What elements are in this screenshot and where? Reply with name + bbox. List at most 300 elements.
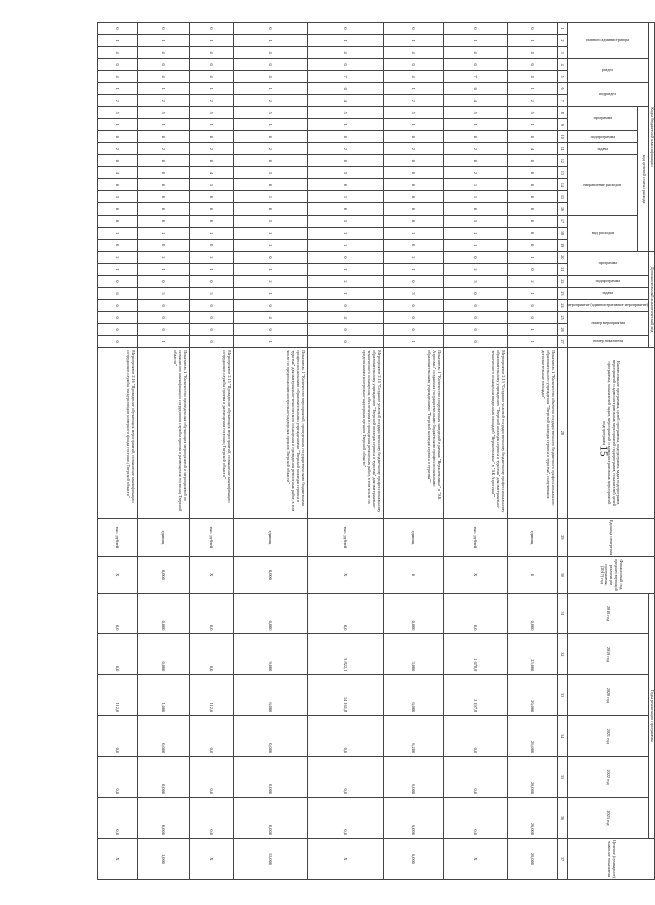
code-cell: 0 — [383, 275, 443, 287]
code-cell: 2 — [137, 251, 189, 263]
year-value-cell: 6,200 — [383, 716, 443, 757]
code-cell: 0 — [233, 300, 307, 312]
code-cell: 4 — [507, 71, 557, 83]
code-cell: 0 — [189, 215, 233, 227]
column-index: 36 — [557, 798, 567, 839]
code-cell: 1 — [137, 35, 189, 47]
year-value-cell: 0,000 — [383, 593, 443, 634]
code-cell: 0 — [443, 83, 507, 95]
col-event-number-label: номер мероприятия — [591, 320, 625, 326]
column-index: 23 — [557, 288, 567, 300]
unit-header: Единица измерения — [567, 518, 654, 557]
column-index: 5 — [557, 71, 567, 83]
code-cell: 0 — [189, 131, 233, 143]
year-value-cell: 112,0 — [97, 675, 137, 716]
code-cell: 0 — [97, 23, 137, 35]
code-cell: 4 — [233, 71, 307, 83]
code-cell: 2 — [383, 143, 443, 155]
code-cell: 0 — [189, 275, 233, 287]
code-cell: 0 — [307, 203, 383, 215]
code-cell: 0 — [97, 179, 137, 191]
table-row — [233, 23, 307, 880]
year-value-cell: 0,000 — [233, 757, 307, 798]
column-index: 7 — [557, 95, 567, 107]
code-cell: 1 — [507, 83, 557, 95]
code-cell: 5 — [507, 107, 557, 119]
code-cell: 2 — [97, 251, 137, 263]
code-cell: 1 — [233, 263, 307, 275]
column-index: 10 — [557, 131, 567, 143]
target-value-cell: Х — [307, 838, 383, 879]
code-cell: 1 — [307, 263, 383, 275]
col-indicator-header — [567, 336, 649, 348]
column-index: 1 — [557, 23, 567, 35]
code-cell: 0 — [383, 300, 443, 312]
year-value-cell: 0,0 — [97, 634, 137, 675]
code-cell: 4 — [137, 47, 189, 59]
code-cell: 0 — [97, 300, 137, 312]
code-cell: 1 — [97, 227, 137, 239]
code-cell: 0 — [383, 203, 443, 215]
year-value-cell: 26,000 — [507, 757, 557, 798]
code-cell: 0 — [383, 59, 443, 71]
code-cell: 2 — [507, 95, 557, 107]
code-cell: 2 — [383, 251, 443, 263]
name-cell: Показатель 1 "Количество мероприятий, проведенных государственными бюджетными профессиональными образовательными учреждениями "Тверской колледж сервиса и туризма" для материально-технического оснащения и проведения ремонтных работ, в том числе по предписаниям контрольно-надзорных органов Тверской области" — [233, 348, 307, 518]
code-cell: 2 — [443, 167, 507, 179]
code-cell: 5 — [97, 107, 137, 119]
name-cell: Показатель 1 "Количество сооруженных заведений в рамках "Верхневолжье" в "АК Аэроплан" созданных государственными бюджетными профессиональными образовательными учреждениями "Тверской колледж сервиса и туризма"" — [383, 348, 443, 518]
subprogram-header — [567, 131, 638, 143]
main-admin-header — [567, 23, 649, 59]
column-index: 29 — [557, 518, 567, 557]
code-cell: 4 — [97, 71, 137, 83]
fin-year-cell: 0 — [383, 557, 443, 593]
code-cell: 0 — [233, 251, 307, 263]
year-value-cell: 1,000 — [137, 675, 189, 716]
year-value-cell: 6,000 — [233, 675, 307, 716]
code-cell: 1 — [233, 191, 307, 203]
code-cell: 0 — [443, 288, 507, 300]
code-cell: 1 — [443, 239, 507, 251]
code-cell: 4 — [443, 47, 507, 59]
code-cell: 3 — [443, 275, 507, 287]
code-cell: 0 — [137, 131, 189, 143]
year-value-cell: 0,000 — [137, 593, 189, 634]
code-cell: 5 — [189, 107, 233, 119]
year-value-cell: 112,0 — [189, 675, 233, 716]
code-cell: 1 — [307, 119, 383, 131]
code-cell: 7 — [307, 71, 383, 83]
main-admin-label: главного администратора — [586, 37, 630, 43]
code-cell: 1 — [507, 251, 557, 263]
code-cell: 2 — [137, 143, 189, 155]
code-cell: 0 — [307, 83, 383, 95]
year-value-cell: 0,0 — [189, 634, 233, 675]
code-cell: 1 — [383, 119, 443, 131]
code-cell: 5 — [97, 191, 137, 203]
target-value-cell: Х — [443, 838, 507, 879]
code-cell: 0 — [137, 275, 189, 287]
code-cell: 0 — [233, 23, 307, 35]
code-cell: 4 — [233, 47, 307, 59]
column-index: 34 — [557, 716, 567, 757]
code-cell: 1 — [443, 35, 507, 47]
code-cell: 0 — [443, 155, 507, 167]
fin-year-header: Финансовый год, предшествующий реализации программы, (2017) год — [567, 557, 654, 593]
column-index: 3 — [557, 47, 567, 59]
code-cell: 5 — [307, 107, 383, 119]
code-cell: 0 — [383, 312, 443, 324]
code-cell: 0 — [189, 324, 233, 336]
code-cell: 1 — [443, 119, 507, 131]
code-cell: 0 — [383, 23, 443, 35]
code-cell: 0 — [507, 312, 557, 324]
code-cell: 0 — [137, 324, 189, 336]
code-cell: 0 — [137, 179, 189, 191]
code-cell: 1 — [307, 35, 383, 47]
year-value-cell: 6,000 — [383, 798, 443, 839]
code-cell: 0 — [189, 155, 233, 167]
year-2020-header: 2020 год — [567, 675, 649, 716]
code-cell: 1 — [443, 227, 507, 239]
year-value-cell: 26,000 — [507, 798, 557, 839]
code-cell: 1 — [507, 119, 557, 131]
task-label: задача — [597, 145, 608, 151]
code-cell: 0 — [507, 131, 557, 143]
code-cell: 0 — [137, 191, 189, 203]
code-cell: 0 — [383, 131, 443, 143]
year-value-cell: 3,000 — [383, 634, 443, 675]
year-value-cell: 6,000 — [383, 757, 443, 798]
code-cell: 0 — [443, 324, 507, 336]
rotated-page — [105, 22, 655, 880]
code-cell: 1 — [189, 35, 233, 47]
column-index: 15 — [557, 191, 567, 203]
code-cell: 1 — [307, 239, 383, 251]
code-cell: 5 — [137, 107, 189, 119]
program-table — [97, 22, 655, 880]
table-row — [507, 23, 557, 880]
year-value-cell: 0,0 — [443, 798, 507, 839]
code-cell: 1 — [383, 263, 443, 275]
code-cell: 1 — [233, 83, 307, 95]
year-value-cell: 0,000 — [507, 593, 557, 634]
code-cell: 1 — [233, 336, 307, 348]
column-index: 4 — [557, 59, 567, 71]
year-value-cell: 0,000 — [137, 716, 189, 757]
code-cell: 0 — [233, 59, 307, 71]
table-row — [307, 23, 383, 880]
column-index: 37 — [557, 838, 567, 879]
code-cell: 0 — [189, 191, 233, 203]
code-cell: 0 — [443, 131, 507, 143]
year-value-cell: 0,0 — [443, 593, 507, 634]
code-cell: 6 — [97, 288, 137, 300]
subprogram-label: подпрограмма — [590, 133, 615, 139]
year-2021-header: 2021 год — [567, 716, 649, 757]
code-cell: 2 — [307, 143, 383, 155]
code-cell: 4 — [97, 167, 137, 179]
table-row — [97, 23, 137, 880]
code-cell: 1 — [507, 324, 557, 336]
code-cell: 0 — [507, 263, 557, 275]
code-cell: 1 — [137, 119, 189, 131]
code-cell: 1 — [443, 191, 507, 203]
code-cell: 0 — [233, 179, 307, 191]
code-cell: 1 — [233, 239, 307, 251]
column-index: 8 — [557, 107, 567, 119]
code-cell: 0 — [507, 179, 557, 191]
code-cell: 5 — [137, 288, 189, 300]
code-cell: 4 — [307, 312, 383, 324]
code-cell: 0 — [307, 324, 383, 336]
code-cell: 1 — [443, 179, 507, 191]
code-cell: 0 — [307, 251, 383, 263]
code-cell: 2 — [137, 95, 189, 107]
code-cell: 4 — [137, 71, 189, 83]
code-cell: 2 — [189, 143, 233, 155]
code-cell: 0 — [97, 203, 137, 215]
code-cell: 0 — [443, 59, 507, 71]
program-label: программа — [593, 115, 612, 121]
target-article-header: код целевой статьи расхода — [638, 107, 649, 252]
code-cell: 0 — [97, 155, 137, 167]
code-cell: 1 — [137, 336, 189, 348]
code-cell: 4 — [307, 95, 383, 107]
code-cell: 0 — [383, 215, 443, 227]
code-cell: 1 — [137, 227, 189, 239]
unit-cell: единиц — [233, 518, 307, 557]
column-index: 14 — [557, 179, 567, 191]
column-index: 27 — [557, 336, 567, 348]
code-cell: 4 — [307, 47, 383, 59]
fin-year-cell: Х — [97, 557, 137, 593]
year-value-cell: 0,0 — [443, 716, 507, 757]
code-cell: 5 — [233, 107, 307, 119]
code-cell: 0 — [443, 300, 507, 312]
code-cell: 2 — [97, 95, 137, 107]
col-subprogram-label: подпрограмма — [595, 278, 621, 284]
code-cell: 0 — [307, 336, 383, 348]
code-cell: 3 — [383, 288, 443, 300]
index-row — [557, 23, 567, 880]
column-index: 19 — [557, 239, 567, 251]
target-value-cell: 6,000 — [383, 838, 443, 879]
name-cell: Мероприятие 2.16 "Проведение обучающих мероприятий, повышение квалификации сотрудников службы экскурсоводов номерного фонда гостиниц Тверской области" — [97, 348, 137, 518]
code-cell: 0 — [233, 131, 307, 143]
column-index: 18 — [557, 227, 567, 239]
code-cell: 4 — [189, 167, 233, 179]
column-index: 11 — [557, 143, 567, 155]
subsection-header — [567, 83, 649, 107]
code-cell: 0 — [383, 324, 443, 336]
code-cell: 0 — [189, 312, 233, 324]
codes-group-header: Коды бюджетной классификации — [649, 23, 655, 252]
fin-year-cell: 0 — [507, 557, 557, 593]
year-value-cell: 0,0 — [307, 593, 383, 634]
table-row — [443, 23, 507, 880]
code-cell: 1 — [97, 83, 137, 95]
column-index: 6 — [557, 83, 567, 95]
year-2019-header: 2019 год — [567, 634, 649, 675]
column-index: 17 — [557, 215, 567, 227]
code-cell: 1 — [233, 119, 307, 131]
code-cell: 0 — [507, 203, 557, 215]
year-value-cell: 0,0 — [189, 716, 233, 757]
code-cell: 0 — [137, 312, 189, 324]
column-index: 32 — [557, 634, 567, 675]
year-value-cell: 1 678,8 — [443, 634, 507, 675]
year-value-cell: 0,000 — [137, 798, 189, 839]
year-2022-header: 2022 год — [567, 757, 649, 798]
col-measure-header — [567, 300, 649, 312]
year-value-cell: 0,0 — [443, 757, 507, 798]
name-cell: Мероприятие 2.14 "Создание условий государственному бюджетному профессиональному образовательному учреждению "Тверской колледж сервиса и туризма" для материально-технического оснащения, обеспечения и проведения ремонтных работ, в том числе по предписаниям контрольно-надзорных органов Тверской области" — [307, 348, 383, 518]
year-value-cell: 0,0 — [189, 593, 233, 634]
code-cell: 2 — [189, 251, 233, 263]
code-cell: 0 — [233, 203, 307, 215]
code-cell: 1 — [507, 35, 557, 47]
column-index: 20 — [557, 251, 567, 263]
code-cell: 0 — [443, 312, 507, 324]
code-cell: 1 — [233, 35, 307, 47]
code-cell: 7 — [443, 71, 507, 83]
year-value-cell: 0,0 — [189, 757, 233, 798]
code-cell: 4 — [189, 71, 233, 83]
col-measure-label: мероприятие (административное мероприятие) — [567, 302, 649, 308]
target-value-cell: Х — [189, 838, 233, 879]
unit-cell: тыс. рублей — [97, 518, 137, 557]
column-index: 9 — [557, 119, 567, 131]
code-cell: 4 — [233, 312, 307, 324]
target-header: Целевое (суммарное) значение показателя — [567, 838, 654, 879]
year-value-cell: 0,000 — [233, 798, 307, 839]
code-cell: 1 — [307, 288, 383, 300]
code-cell: 0 — [189, 203, 233, 215]
fin-year-cell: 0,000 — [233, 557, 307, 593]
year-value-cell: 3 822,1 — [307, 634, 383, 675]
code-cell: 1 — [137, 83, 189, 95]
code-cell: 0 — [137, 203, 189, 215]
code-cell: 0 — [189, 59, 233, 71]
col-program-header — [567, 251, 649, 275]
code-cell: 0 — [307, 59, 383, 71]
year-value-cell: 2 197,8 — [443, 675, 507, 716]
column-index: 22 — [557, 275, 567, 287]
code-cell: 0 — [443, 203, 507, 215]
header-row-1 — [649, 23, 655, 880]
code-cell: 1 — [189, 227, 233, 239]
column-index: 28 — [557, 348, 567, 518]
unit-cell: единиц — [383, 518, 443, 557]
code-cell: 1 — [137, 263, 189, 275]
code-cell: 0 — [383, 191, 443, 203]
column-index: 35 — [557, 757, 567, 798]
expense-type-header — [567, 215, 638, 251]
code-cell: 2 — [97, 143, 137, 155]
column-index: 2 — [557, 35, 567, 47]
code-cell: 0 — [97, 215, 137, 227]
code-cell: 1 — [383, 336, 443, 348]
code-cell: 0 — [307, 300, 383, 312]
code-cell: 0 — [233, 155, 307, 167]
year-value-cell: 0,0 — [307, 798, 383, 839]
fin-year-cell: Х — [443, 557, 507, 593]
code-cell: 1 — [97, 119, 137, 131]
table-body — [97, 23, 557, 880]
year-value-cell: 0,0 — [97, 593, 137, 634]
code-cell: 0 — [189, 23, 233, 35]
year-value-cell: 26,000 — [507, 716, 557, 757]
code-cell: 0 — [507, 59, 557, 71]
code-cell: 0 — [189, 336, 233, 348]
target-value-cell: 26,000 — [507, 838, 557, 879]
year-value-cell: 0,000 — [137, 634, 189, 675]
code-cell: 2 — [443, 143, 507, 155]
code-cell: 0 — [97, 239, 137, 251]
code-cell: 0 — [307, 179, 383, 191]
column-index: 13 — [557, 167, 567, 179]
code-cell: 0 — [383, 239, 443, 251]
year-2018-header: 2018 год — [567, 593, 649, 634]
code-cell: 1 — [97, 263, 137, 275]
column-index: 31 — [557, 593, 567, 634]
code-cell: 0 — [97, 275, 137, 287]
code-cell: 2 — [233, 143, 307, 155]
code-cell: 2 — [233, 275, 307, 287]
code-cell: 3 — [307, 167, 383, 179]
code-cell: 0 — [443, 23, 507, 35]
task-header — [567, 143, 638, 155]
table-row — [189, 23, 233, 880]
code-cell: 0 — [443, 251, 507, 263]
code-cell: 0 — [507, 239, 557, 251]
code-cell: 1 — [189, 83, 233, 95]
year-2023-header: 2023 год — [567, 798, 649, 839]
code-cell: 0 — [137, 215, 189, 227]
code-cell: 5 — [383, 107, 443, 119]
code-cell: 0 — [507, 155, 557, 167]
col-indicator-label: номер показателя — [592, 338, 623, 344]
code-cell: 1 — [383, 227, 443, 239]
code-cell: 1 — [507, 336, 557, 348]
code-cell: 0 — [137, 300, 189, 312]
code-cell: 0 — [507, 23, 557, 35]
column-index: 21 — [557, 263, 567, 275]
year-value-cell: 0,0 — [97, 798, 137, 839]
year-value-cell: 0,0 — [307, 716, 383, 757]
event-direction-header — [567, 155, 638, 215]
years-group-header: Годы реализации программы — [649, 593, 655, 838]
event-direction-label: направление расходов — [583, 181, 622, 187]
code-cell: 0 — [507, 300, 557, 312]
code-cell: 0 — [507, 215, 557, 227]
code-cell: 0 — [97, 312, 137, 324]
col-task-header — [567, 288, 649, 300]
table-row — [383, 23, 443, 880]
code-cell: 0 — [443, 336, 507, 348]
year-value-cell: 0,000 — [233, 593, 307, 634]
column-index: 30 — [557, 557, 567, 593]
col-event-number-header — [567, 312, 649, 336]
year-value-cell: 9,000 — [233, 634, 307, 675]
code-cell: 1 — [189, 263, 233, 275]
code-cell: 1 — [307, 227, 383, 239]
name-header: Наименование программы, целей программы, подпрограмм, задач подпрограмм, мероприятий и административных мероприятий подпрограмм, показателей целей программы, показателей задач, мероприятий и административных мероприятий подпрограмм — [567, 348, 654, 518]
col-subprogram-header — [567, 275, 649, 287]
year-value-cell: 0,0 — [97, 757, 137, 798]
